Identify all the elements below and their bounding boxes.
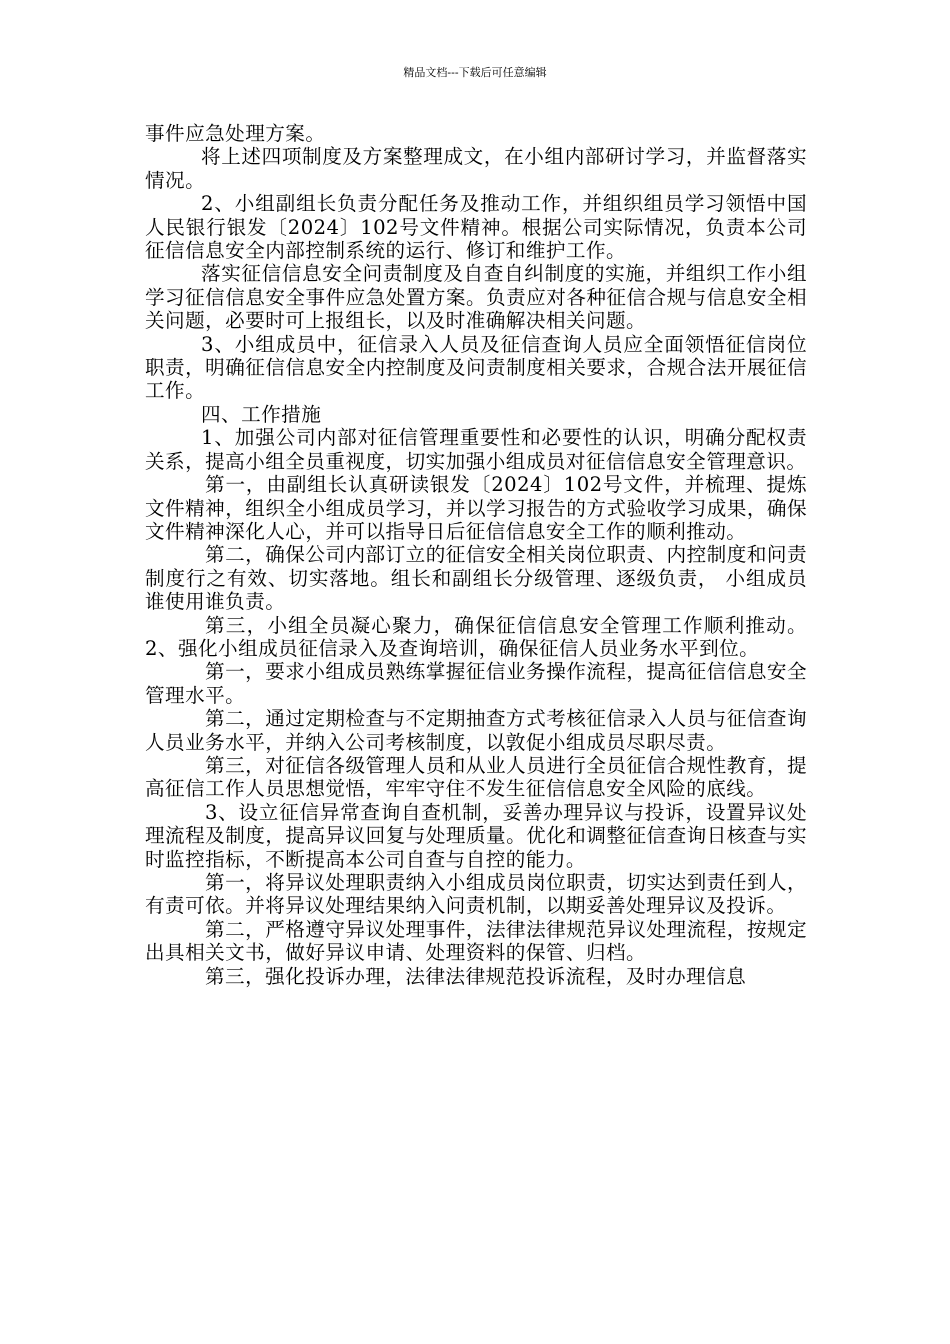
paragraph-7: 1、加强公司内部对征信管理重要性和必要性的认识，明确分配权责关系，提高小组全员重视度，切实加强小组成员对征信信息安全管理意识。: [145, 426, 807, 473]
paragraph-10: 第三，小组全员凝心聚力，确保征信信息安全管理工作顺利推动。 2、强化小组成员征信录入及查询培训，确保征信人员业务水平到位。: [145, 613, 807, 660]
paragraph-1: 事件应急处理方案。: [145, 122, 326, 145]
document-body: [145, 122, 807, 988]
paragraph-16: 第二，严格遵守异议处理事件，法律法律规范异议处理流程，按规定出具相关文书，做好异议申请、处理资料的保管、归档。: [145, 917, 807, 965]
paragraph-15: 第一，将异议处理职责纳入小组成员岗位职责，切实达到责任到人，有责可依。并将异议处理结果纳入问责机制，以期妥善处理异议及投诉。: [145, 871, 807, 918]
paragraph-13: 第三，对征信各级管理人员和从业人员进行全员征信合规性教育，提高征信工作人员思想觉悟，牢牢守住不发生征信信息安全风险的底线。: [145, 753, 807, 801]
paragraph-5: 3、小组成员中，征信录入人员及征信查询人员应全面领悟征信岗位职责，明确征信信息安全内控制度及问责制度相关要求，合规合法开展征信工作。: [145, 332, 807, 403]
paragraph-17: 第三，强化投诉办理，法律法律规范投诉流程，及时办理信息: [205, 964, 747, 988]
paragraph-3: 2、小组副组长负责分配任务及推动工作，并组织组员学习领悟中国人民银行银发〔2024〕102号文件精神。根据公司实际情况，负责本公司征信信息安全内部控制系统的运行、修订和维护工作。: [145, 192, 807, 263]
paragraph-14: 3、设立征信异常查询自查机制，妥善办理异议与投诉，设置异议处理流程及制度，提高异议回复与处理质量。优化和调整征信查询日核查与实时监控指标，不断提高本公司自查与自控的能力。: [145, 800, 807, 871]
paragraph-9: 第二，确保公司内部订立的征信安全相关岗位职责、内控制度和问责制度行之有效、切实落地。组长和副组长分级管理、逐级负责， 小组成员谁使用谁负责。: [145, 543, 807, 614]
paragraph-8: 第一，由副组长认真研读银发〔2024〕102号文件，并梳理、提炼文件精神，组织全小组成员学习，并以学习报告的方式验收学习成果，确保文件精神深化人心，并可以指导日后征信信息安全工作的顺利推动。: [145, 473, 807, 543]
page-header: 精品文档---下载后可任意编辑: [403, 66, 547, 79]
section-heading-work-measures: 四、工作措施: [201, 402, 322, 426]
paragraph-11: 第一，要求小组成员熟练掌握征信业务操作流程，提高征信信息安全管理水平。: [145, 660, 807, 707]
paragraph-4: 落实征信信息安全问责制度及自查自纠制度的实施，并组织工作小组学习征信信息安全事件应急处置方案。负责应对各种征信合规与信息安全相关问题，必要时可上报组长，以及时准确解决相关问题。: [145, 262, 807, 333]
paragraph-12: 第二，通过定期检查与不定期抽查方式考核征信录入人员与征信查询人员业务水平，并纳入公司考核制度，以敦促小组成员尽职尽责。: [145, 707, 807, 754]
paragraph-2: 将上述四项制度及方案整理成文，在小组内部研讨学习，并监督落实情况。: [145, 145, 807, 192]
